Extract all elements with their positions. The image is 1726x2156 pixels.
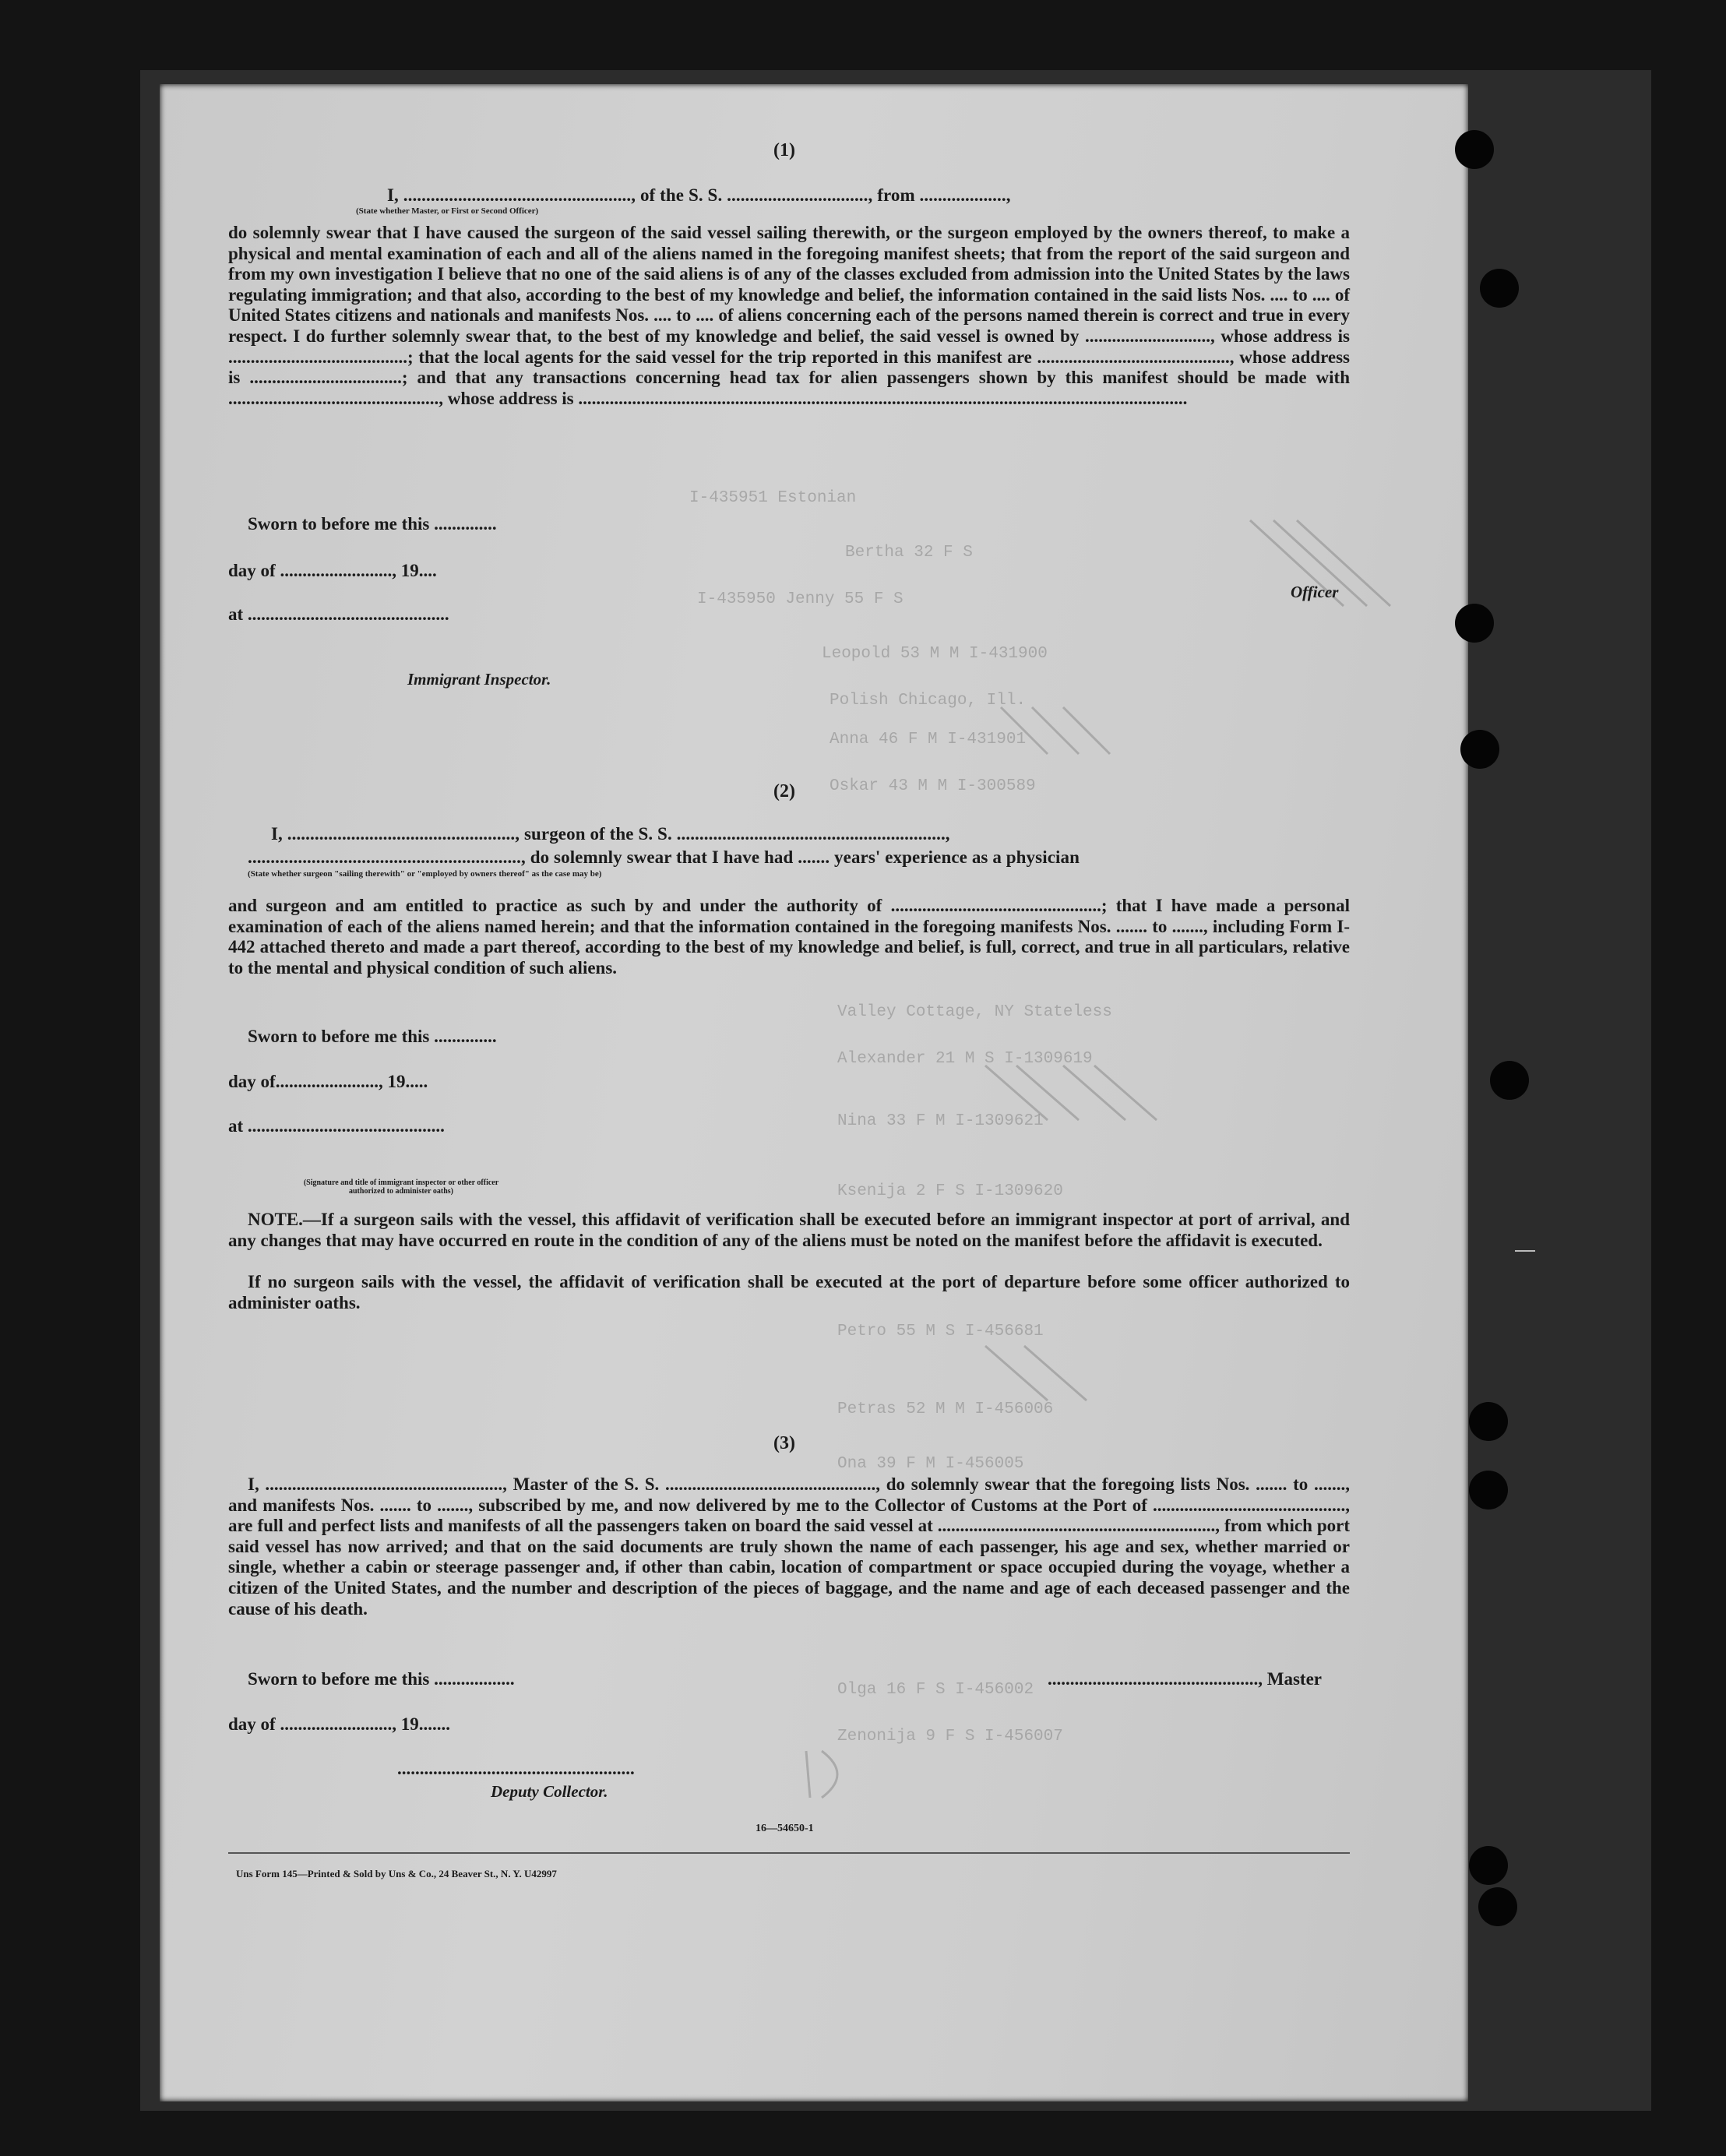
section-3-day: day of ........................., 19....... [228, 1714, 450, 1734]
collector-signature-line: ..................................................... [397, 1759, 635, 1778]
section-2-day: day of......................., 19..... [228, 1072, 428, 1091]
bleed-text: Oskar 43 M M I-300589 [830, 777, 1036, 795]
section-3-paragraph: I, ....................................................., Master of the S. S. ..............................................., do solemnly swear that the foregoing lists Nos. ....... to ......., and manifests Nos. ....... to ......., subscribed by me, and now delivered by me to the Collector of Customs at the Port of ..........................................., are full and perfect lists and manifests of all the passengers taken on board the said vessel at .............................................................., from which port said vessel has now arrived; and that on the said documents are truly shown the name of each passenger, his age and sex, whether married or single, whether a cabin or steerage passenger and, if other than cabin, location of compartment or space occupied during the voyage, whether a citizen of the United States, and the number and description of the pieces of baggage, and the name and age of each deceased passenger and the cause of his death. [228, 1474, 1350, 1619]
binder-hole [1469, 1846, 1508, 1885]
section-3-number: (3) [773, 1433, 795, 1453]
binder-hole [1460, 730, 1499, 769]
edge-marker [1515, 1250, 1535, 1252]
bleed-text: Alexander 21 M S I-1309619 [837, 1050, 1093, 1068]
binder-hole [1469, 1402, 1508, 1441]
bleed-text: I-435951 Estonian [689, 489, 857, 507]
surgeon-note-2: If no surgeon sails with the vessel, the affidavit of verification shall be executed at the port of departure before some officer authorized to administer oaths. [228, 1272, 1350, 1312]
officer-note: (State whether Master, or First or Second Officer) [356, 206, 539, 216]
section-1-paragraph: do solemnly swear that I have caused the surgeon of the said vessel sailing therewith, or the surgeon employed by the owners thereof, to make a physical and mental examination of each and all of the aliens named in the foregoing manifest sheets; that from the report of the said surgeon and from my own investigation I believe that no one of the said aliens is of any of the classes excluded from admission into the United States by the laws regulating immigration; and that also, according to the best of my knowledge and belief, the information contained in the said lists Nos. .... to .... of United States citizens and nationals and manifests Nos. .... to .... of aliens concerning each of the persons named therein is correct and true in every respect. I do further solemnly swear that, to the best of my knowledge and belief, the said vessel is owned by ............................, whose address is ........................................; that the local agents for the said vessel for the trip reported in this manifest are ..........................................., whose address is ..................................; and that any transactions concerning head tax for alien passengers shown by this manifest should be made with ..............................................., whose address is ........................................................................................................................................ [228, 223, 1350, 408]
section-2-at: at ............................................ [228, 1116, 445, 1136]
bleed-text: Ona 39 F M I-456005 [837, 1455, 1024, 1473]
section-1-sworn: Sworn to before me this .............. [248, 514, 497, 534]
bleed-text: Petro 55 M S I-456681 [837, 1323, 1044, 1340]
bleed-text: Nina 33 F M I-1309621 [837, 1112, 1044, 1130]
section-1-day: day of ........................., 19.... [228, 561, 437, 580]
signature-note: (Signature and title of immigrant inspector or other officer authorized to administer oaths) [303, 1178, 499, 1196]
bleed-text: Leopold 53 M M I-431900 [822, 645, 1048, 663]
binder-hole [1455, 130, 1494, 169]
master-line: ..............................................., Master [1048, 1669, 1322, 1689]
section-1-line-1: I, .................................................., of the S. S. ..............................., from ..................., [387, 185, 1011, 205]
surgeon-note-1: NOTE.—If a surgeon sails with the vessel, this affidavit of verification shall be executed before an immigrant inspector at port of arrival, and any changes that may have occurred en route in the condition of any of the aliens must be noted on the manifest before the affidavit is executed. [228, 1210, 1350, 1250]
binder-hole [1455, 604, 1494, 643]
surgeon-note: (State whether surgeon "sailing therewith" or "employed by owners thereof" as the case may be) [248, 869, 602, 879]
binder-hole [1480, 269, 1519, 308]
bleed-text: Anna 46 F M I-431901 [830, 731, 1027, 749]
section-2-number: (2) [773, 781, 795, 801]
officer-label: Officer [1291, 583, 1339, 601]
section-2-sworn: Sworn to before me this .............. [248, 1027, 497, 1046]
bleed-text: Petras 52 M M I-456006 [837, 1400, 1054, 1418]
binder-hole [1490, 1061, 1529, 1100]
bleed-text: Zenonija 9 F S I-456007 [837, 1728, 1063, 1746]
binder-hole [1469, 1471, 1508, 1510]
section-2-line-1: I, .................................................., surgeon of the S. S. ..........................................................., [271, 824, 950, 844]
printer-line: Uns Form 145—Printed & Sold by Uns & Co., 24 Beaver St., N. Y. U42997 [236, 1868, 557, 1879]
bleed-text: Valley Cottage, NY Stateless [837, 1003, 1112, 1021]
bleed-text: Polish Chicago, Ill. [830, 692, 1027, 710]
binder-hole [1478, 1887, 1517, 1926]
footer-rule [228, 1852, 1350, 1854]
bleed-text: Bertha 32 F S [845, 544, 973, 562]
bleed-text: Olga 16 F S I-456002 [837, 1681, 1034, 1699]
section-1-number: (1) [773, 140, 795, 160]
section-2-line-2: ............................................................, do solemnly swear that I have had ....... years' experience as a physician [248, 847, 1080, 867]
deputy-collector-label: Deputy Collector. [491, 1782, 608, 1801]
inspector-label: Immigrant Inspector. [407, 670, 551, 689]
bleed-text: Ksenija 2 F S I-1309620 [837, 1182, 1063, 1200]
section-2-paragraph: and surgeon and am entitled to practice as such by and under the authority of ...............................................; that I have made a personal examination of each of the aliens named herein; and that the information contained in the foregoing manifests Nos. ....... to ......., including Form I-442 attached thereto and made a part thereof, according to the best of my knowledge and belief, is full, correct, and true in all particulars, relative to the mental and physical condition of such aliens. [228, 896, 1350, 978]
form-code: 16—54650-1 [756, 1823, 814, 1834]
section-3-sworn: Sworn to before me this .................. [248, 1669, 515, 1689]
bleed-text: I-435950 Jenny 55 F S [697, 590, 904, 608]
section-1-at: at ............................................. [228, 604, 449, 624]
manifest-page [160, 84, 1468, 2101]
